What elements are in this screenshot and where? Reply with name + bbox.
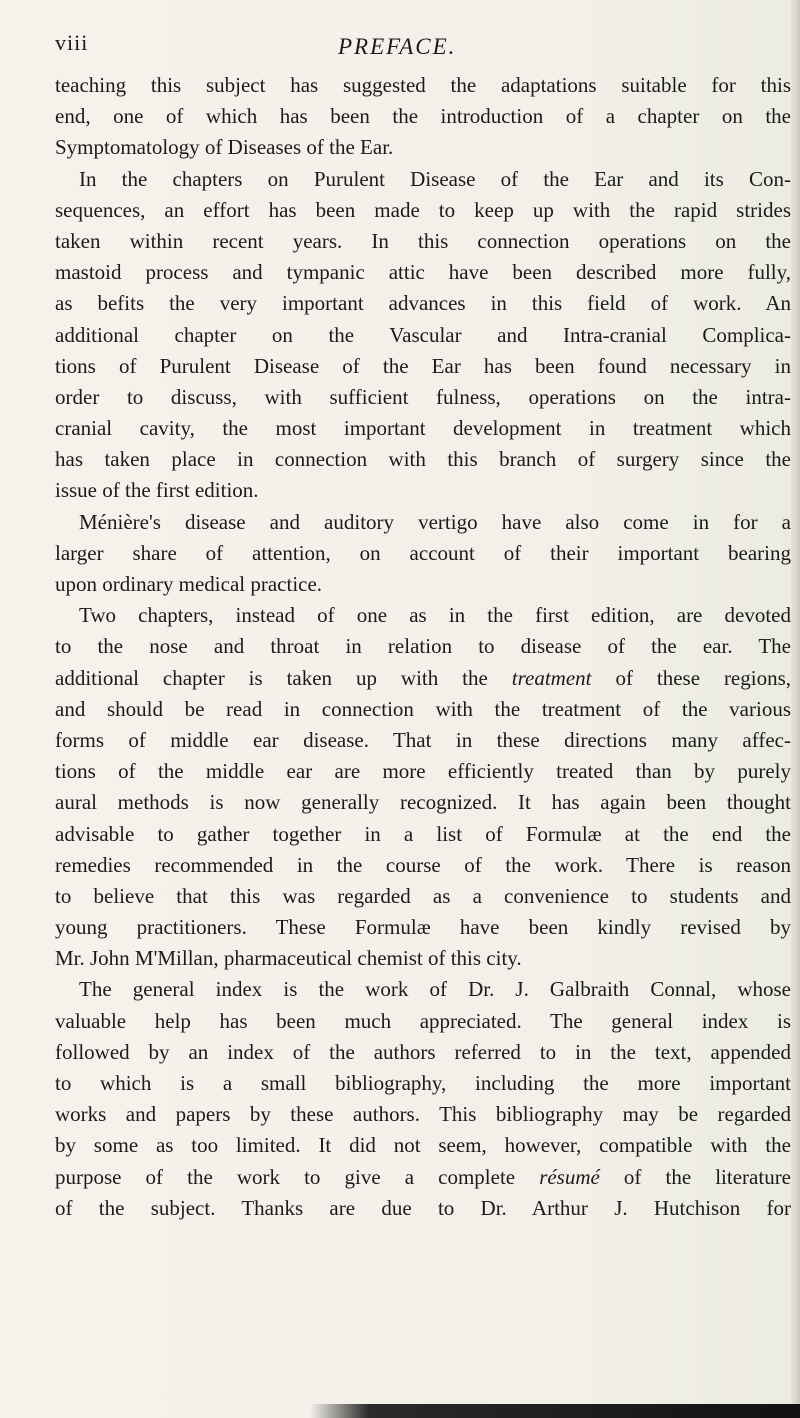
text-line: mastoid process and tympanic attic have been described more fully, xyxy=(55,260,791,285)
text-line: sequences, an effort has been made to keep up with the rapid strides xyxy=(55,197,791,222)
running-head xyxy=(55,30,745,70)
text-line: as befits the very important advances in this field of work. An xyxy=(55,291,791,316)
text-line: tions of the middle ear are more efficiently treated than by purely xyxy=(55,759,791,784)
text-line: issue of the first edition. xyxy=(55,478,259,503)
page-title: PREFACE. xyxy=(338,34,457,59)
text-line: taken within recent years. In this connection operations on the xyxy=(55,228,791,253)
text-run: of the literature xyxy=(623,1164,792,1189)
text-line: followed by an index of the authors referred to in the text, appended xyxy=(55,1039,791,1064)
text-line: young practitioners. These Formulæ have been kindly revised by xyxy=(55,915,791,940)
text-line: In the chapters on Purulent Disease of the Ear and its Con- xyxy=(79,166,791,191)
text-line: end, one of which has been the introduction of a chapter on the xyxy=(55,104,791,129)
text-line xyxy=(55,1162,791,1193)
text-line: The general index is the work of Dr. J. Galbraith Connal, whose xyxy=(79,977,791,1002)
text-line: to the nose and throat in relation to disease of the ear. The xyxy=(55,634,791,659)
text-line: valuable help has been much appreciated. The general index is xyxy=(55,1008,791,1033)
text-line: works and papers by these authors. This bibliography may be regarded xyxy=(55,1102,791,1127)
text-line: additional chapter on the Vascular and Intra-cranial Complica- xyxy=(55,322,791,347)
text-line: teaching this subject has suggested the adaptations suitable for this xyxy=(55,73,791,97)
text-line: and should be read in connection with the treatment of the various xyxy=(55,696,791,721)
text-line: remedies recommended in the course of the work. There is reason xyxy=(55,852,791,877)
text-line: cranial cavity, the most important development in treatment which xyxy=(55,416,791,441)
text-line: Ménière's disease and auditory vertigo have also come in for a xyxy=(79,509,791,534)
text-line: has taken place in connection with this branch of surgery since the xyxy=(55,447,791,472)
text-line: Symptomatology of Diseases of the Ear. xyxy=(55,135,394,160)
text-run: of these regions, xyxy=(615,665,792,690)
text-line: Mr. John M'Millan, pharmaceutical chemist of this city. xyxy=(55,946,522,971)
text-line: by some as too limited. It did not seem, however, compatible with the xyxy=(55,1133,791,1158)
text-line: aural methods is now generally recognized. It has again been thought xyxy=(55,790,791,815)
preface-text xyxy=(55,70,791,1224)
text-run: additional chapter is taken up with the xyxy=(55,665,488,690)
text-line: upon ordinary medical practice. xyxy=(55,572,323,596)
text-run: purpose of the work to give a complete xyxy=(55,1164,516,1189)
page-edge-shadow xyxy=(791,0,800,1418)
text-line: to which is a small bibliography, including the more important xyxy=(55,1071,791,1095)
text-line: forms of middle ear disease. That in these directions many affec- xyxy=(55,727,791,752)
text-line: larger share of attention, on account of their important bearing xyxy=(55,540,791,565)
italic-term: résumé xyxy=(539,1164,600,1189)
page-number: viii xyxy=(55,30,89,55)
text-line: of the subject. Thanks are due to Dr. Arthur J. Hutchison for xyxy=(55,1195,791,1220)
text-line: advisable to gather together in a list of Formulæ at the end the xyxy=(55,821,791,846)
italic-term: treatment xyxy=(511,665,592,690)
text-line: to believe that this was regarded as a convenience to students and xyxy=(55,883,791,908)
text-line: tions of Purulent Disease of the Ear has been found necessary in xyxy=(55,353,791,378)
scan-border xyxy=(310,1404,800,1418)
text-line xyxy=(55,663,791,694)
text-line: order to discuss, with sufficient fulness, operations on the intra- xyxy=(55,384,791,409)
text-line: Two chapters, instead of one as in the first edition, are devoted xyxy=(79,603,791,628)
